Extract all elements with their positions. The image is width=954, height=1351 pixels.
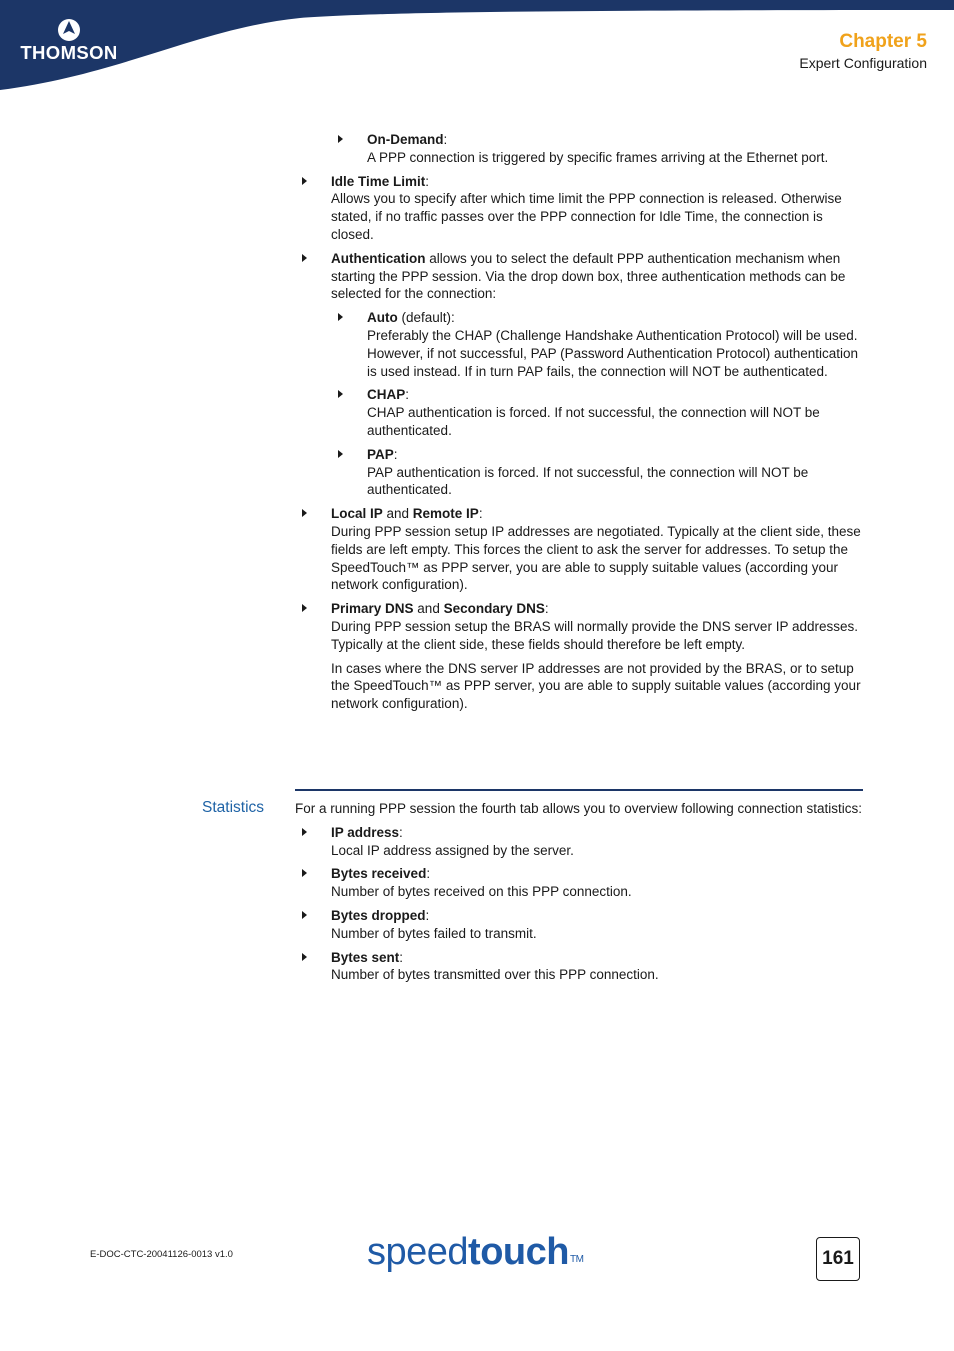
term: Auto	[367, 310, 398, 326]
bullet-arrow-icon	[338, 450, 343, 458]
description: Allows you to specify after which time limit the PPP connection is released. Otherwise stated, if no traffic passes over the PPP connection for Idle Time, the connection is closed.	[331, 191, 842, 242]
thomson-logo-icon	[57, 18, 81, 42]
main-content	[295, 131, 863, 719]
term: CHAP	[367, 387, 406, 403]
term: Primary DNS	[331, 601, 414, 617]
list-item-on-demand: On-Demand: A PPP connection is triggered by specific frames arriving at the Ethernet port.	[295, 131, 863, 167]
statistics-section	[295, 800, 863, 990]
term: Authentication	[331, 250, 426, 266]
bullet-arrow-icon	[302, 604, 307, 612]
bullet-arrow-icon	[302, 509, 307, 517]
list-item-local-remote-ip: Local IP and Remote IP: During PPP session setup IP addresses are negotiated. Typically at the client side, these fields are left empty. This forces the client to ask the server for addresses. To setup the SpeedTouch™ as PPP server, you are able to supply suitable values (according your network configuration).	[295, 505, 863, 594]
list-item-bytes-received: Bytes received: Number of bytes received on this PPP connection.	[295, 865, 863, 901]
bullet-arrow-icon	[302, 953, 307, 961]
list-item-idle-time-limit: Idle Time Limit: Allows you to specify after which time limit the PPP connection is released. Otherwise stated, if no traffic passes over the PPP connection for Idle Time, the connection is closed.	[295, 173, 863, 244]
chapter-title: Chapter 5	[839, 31, 927, 52]
bullet-arrow-icon	[302, 911, 307, 919]
term: PAP	[367, 446, 394, 462]
description: Number of bytes failed to transmit.	[331, 925, 537, 941]
list-item-pap: PAP: PAP authentication is forced. If not successful, the connection will NOT be authenticated.	[295, 446, 863, 499]
description: Number of bytes transmitted over this PPP connection.	[331, 967, 659, 983]
description: PAP authentication is forced. If not successful, the connection will NOT be authenticated.	[367, 464, 809, 498]
term: On-Demand	[367, 132, 444, 147]
bullet-arrow-icon	[338, 313, 343, 321]
description: Local IP address assigned by the server.	[331, 842, 574, 858]
term: IP address	[331, 824, 400, 840]
document-id: E-DOC-CTC-20041126-0013 v1.0	[90, 1249, 233, 1260]
term: Bytes dropped	[331, 907, 426, 923]
description: Preferably the CHAP (Challenge Handshake Authentication Protocol) will be used. However, if not successful, PAP (Password Authentication Protocol) authentication is used instead. If in turn PAP fails, the connection will NOT be authenticated.	[367, 327, 859, 379]
term: Bytes sent	[331, 949, 400, 965]
section-divider	[295, 789, 863, 791]
list-item-chap: CHAP: CHAP authentication is forced. If not successful, the connection will NOT be authenticated.	[295, 386, 863, 439]
section-heading-statistics: Statistics	[202, 799, 265, 816]
description: During PPP session setup the BRAS will normally provide the DNS server IP addresses. Typically at the client side, these fields should therefore be left empty.	[331, 618, 858, 652]
list-item-bytes-dropped: Bytes dropped: Number of bytes failed to transmit.	[295, 907, 863, 943]
term: Remote IP	[412, 506, 479, 522]
description: A PPP connection is triggered by specific frames arriving at the Ethernet port.	[367, 149, 829, 165]
chapter-heading	[799, 31, 927, 73]
description: Number of bytes received on this PPP connection.	[331, 884, 632, 900]
bullet-arrow-icon	[338, 390, 343, 398]
bullet-arrow-icon	[302, 869, 307, 877]
list-item-ip-address: IP address: Local IP address assigned by the server.	[295, 824, 863, 860]
statistics-intro: For a running PPP session the fourth tab allows you to overview following connection statistics:	[295, 801, 863, 816]
term: Local IP	[331, 506, 383, 522]
list-item-authentication	[295, 250, 863, 303]
list-item-dns: Primary DNS and Secondary DNS: During PPP session setup the BRAS will normally provide the DNS server IP addresses. Typically at the client side, these fields should therefore be left empty.	[295, 600, 863, 653]
logo-text: THOMSON	[20, 42, 118, 63]
thomson-logo	[14, 18, 124, 74]
description: allows you to select the default PPP authentication mechanism when starting the PPP session. Via the drop down box, three authentication methods can be selected for the connection:	[331, 250, 846, 302]
bullet-arrow-icon	[302, 828, 307, 836]
description: During PPP session setup IP addresses are negotiated. Typically at the client side, these fields are left empty. This forces the client to ask the server for addresses. To setup the SpeedTouch™ as PPP server, you are able to supply suitable values (according your network configuration).	[331, 523, 861, 593]
dns-note: In cases where the DNS server IP addresses are not provided by the BRAS, or to setup the SpeedTouch™ as PPP server, you are able to supply suitable values (according your network configuration).	[331, 660, 861, 712]
page-number: 161	[816, 1237, 860, 1281]
bullet-arrow-icon	[302, 254, 307, 262]
list-item-bytes-sent: Bytes sent: Number of bytes transmitted over this PPP connection.	[295, 949, 863, 985]
term: Secondary DNS	[443, 601, 545, 617]
list-item-auto: Auto (default): Preferably the CHAP (Challenge Handshake Authentication Protocol) will be used. However, if not successful, PAP (Password Authentication Protocol) authentication is used instead. If in turn PAP fails, the connection will NOT be authenticated.	[295, 309, 863, 380]
term: Idle Time Limit	[331, 173, 426, 189]
chapter-subtitle: Expert Configuration	[799, 55, 927, 71]
description: CHAP authentication is forced. If not successful, the connection will NOT be authenticated.	[367, 405, 820, 438]
speedtouch-logo: speedtouch™	[367, 1231, 584, 1273]
term: Bytes received	[331, 866, 427, 882]
bullet-arrow-icon	[302, 177, 307, 185]
bullet-arrow-icon	[338, 135, 343, 143]
